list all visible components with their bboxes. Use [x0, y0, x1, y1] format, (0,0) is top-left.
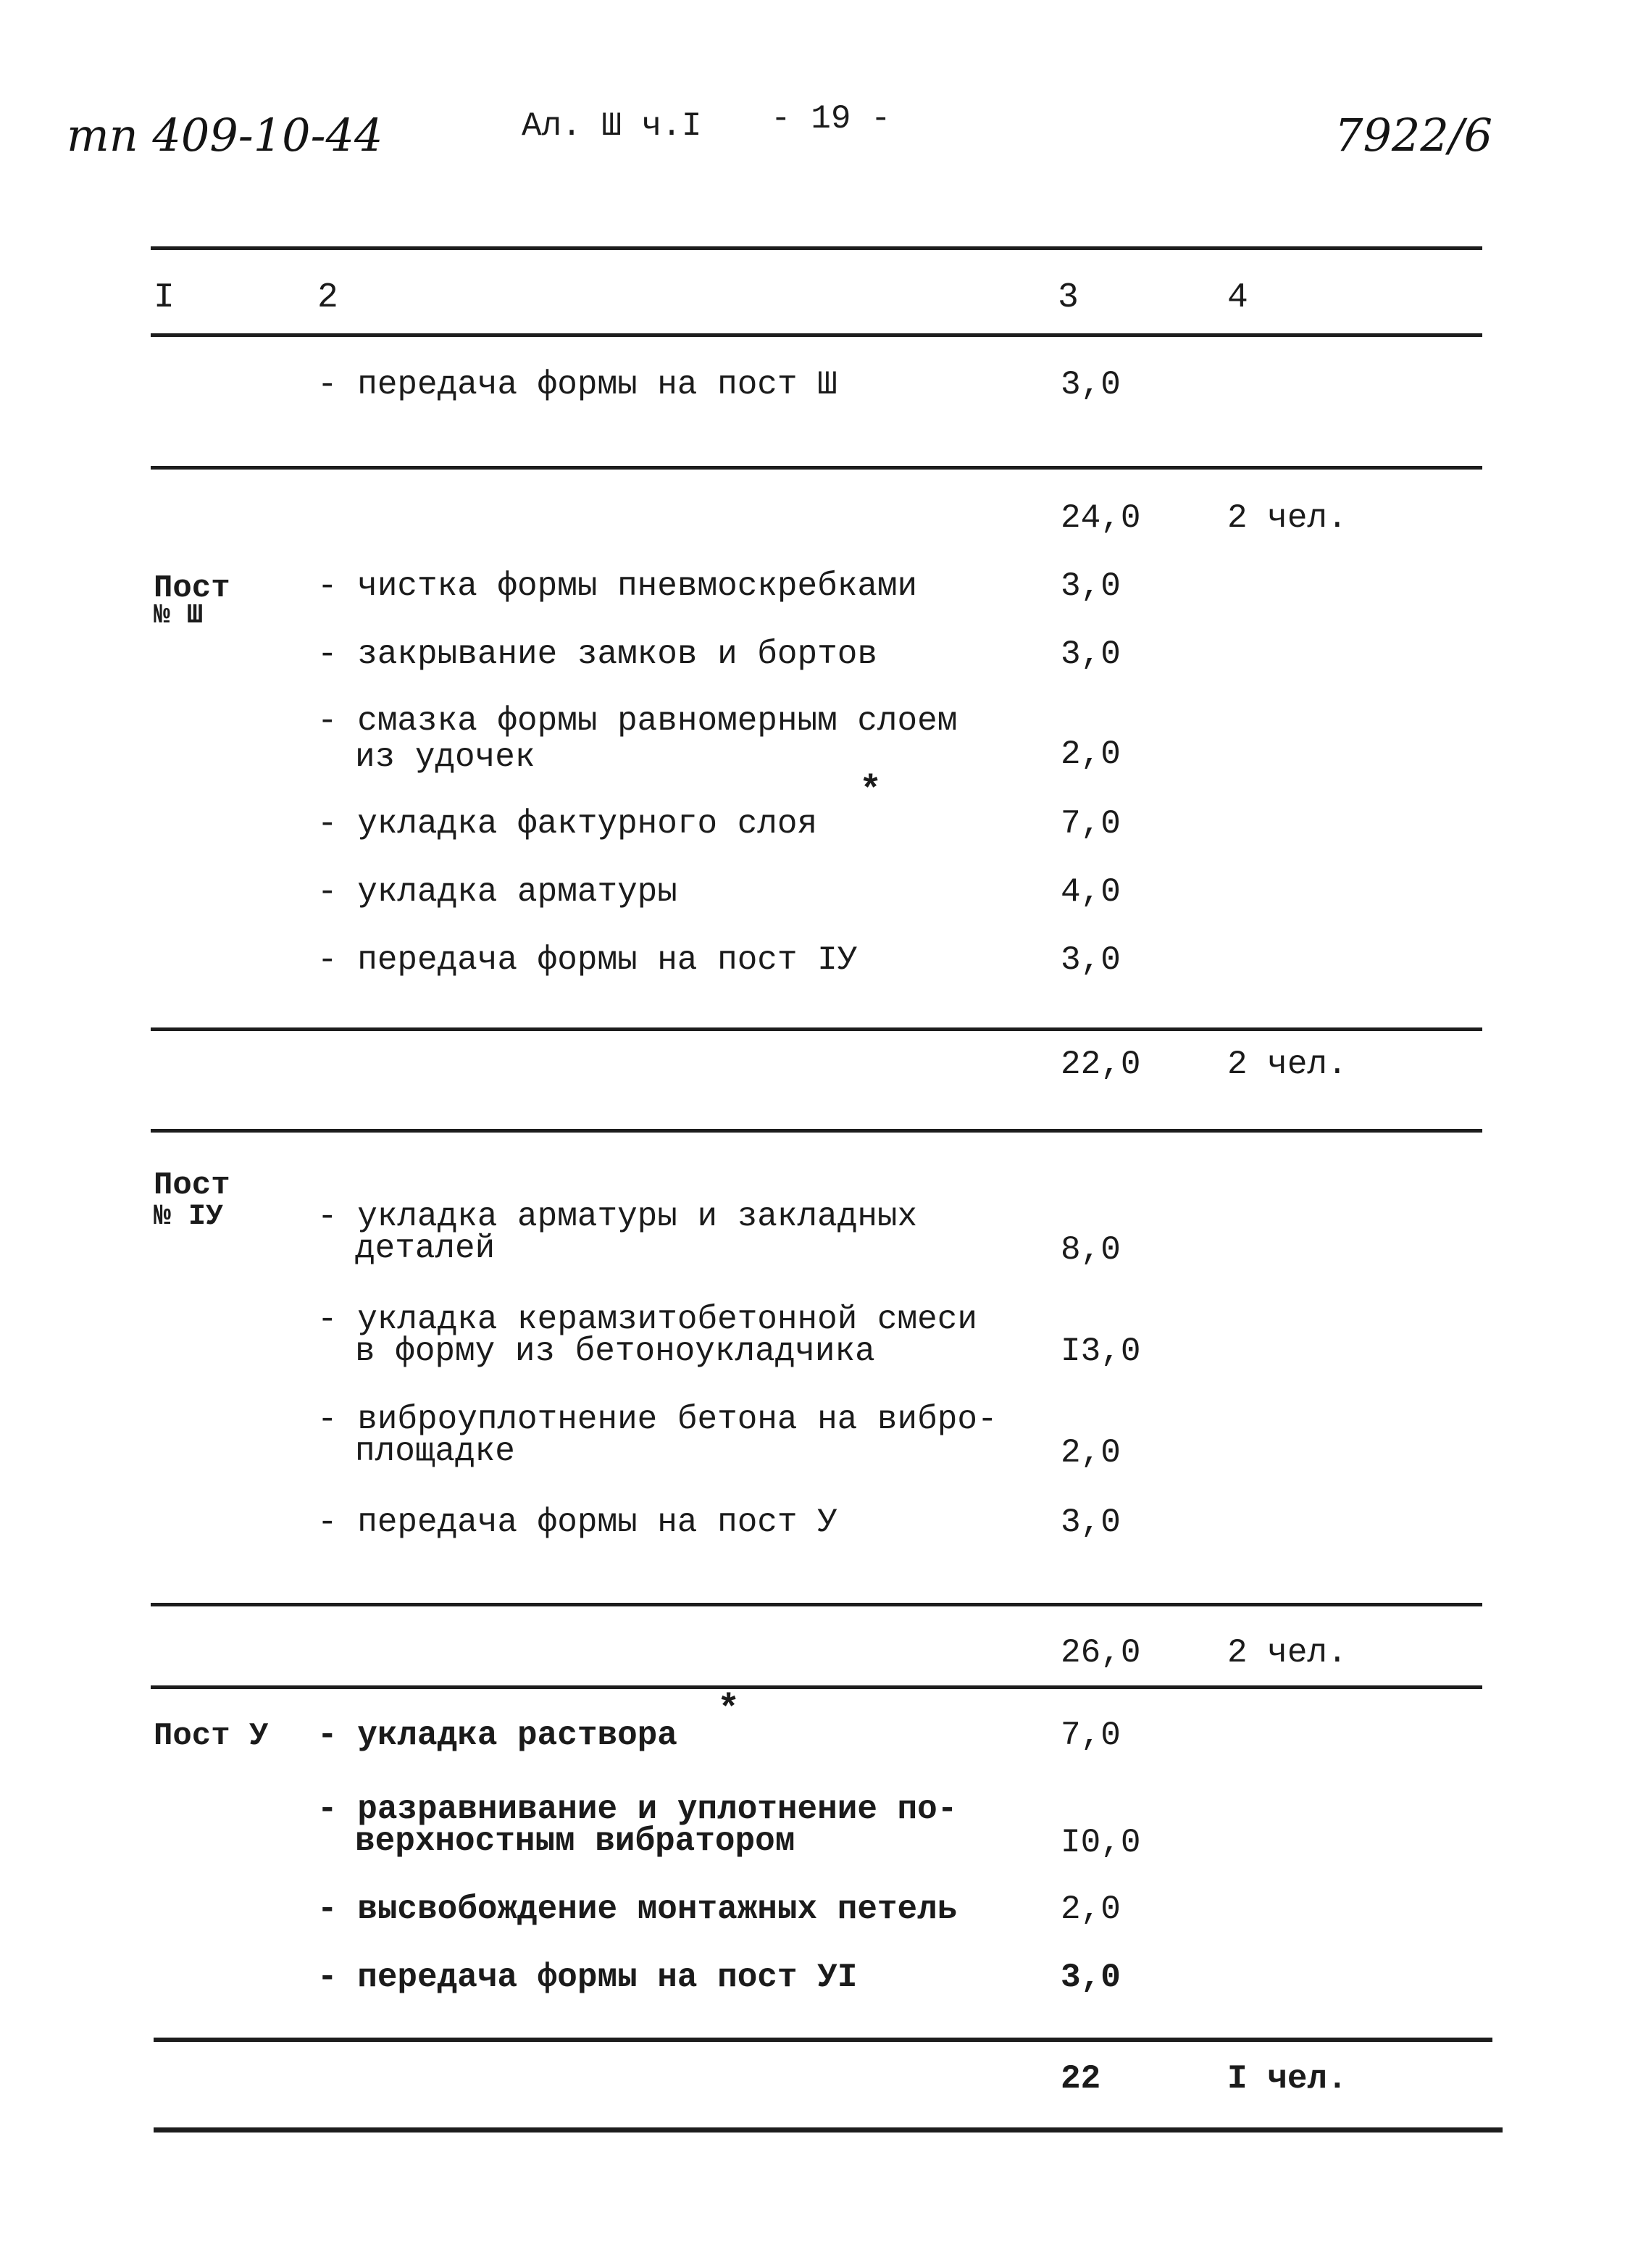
- operation-text-continuation: в форму из бетоноукладчика: [355, 1333, 875, 1370]
- operation-text: - смазка формы равномерным слоем: [317, 702, 958, 740]
- group-total-value: 22,0: [1061, 1046, 1141, 1083]
- album-label: Ал. Ш ч.I: [522, 107, 702, 145]
- column-header-4: 4: [1227, 278, 1248, 317]
- column-header-1: I: [154, 278, 175, 317]
- station-number: № Ш: [154, 600, 204, 631]
- group-total-people: 2 чел.: [1227, 499, 1348, 537]
- operation-value: 2,0: [1061, 1890, 1121, 1928]
- station-number: № IУ: [154, 1201, 224, 1233]
- operation-value: I3,0: [1061, 1333, 1141, 1370]
- operation-text: - чистка формы пневмоскребками: [317, 567, 918, 605]
- operation-value: 3,0: [1061, 1504, 1121, 1541]
- sheet-reference: 7922/6: [1334, 109, 1493, 162]
- operation-value: 8,0: [1061, 1231, 1121, 1269]
- operation-value: 3,0: [1061, 567, 1121, 605]
- operation-text: - закрывание замков и бортов: [317, 635, 877, 673]
- operation-text: - передача формы на пост Ш: [317, 366, 837, 404]
- group-total-value: 24,0: [1061, 499, 1141, 537]
- footnote-asterisk: *: [859, 770, 882, 812]
- operation-text: - укладка арматуры: [317, 873, 677, 911]
- operation-text: - укладка фактурного слоя: [317, 805, 818, 843]
- section-rule: [151, 1685, 1482, 1689]
- footnote-asterisk: *: [717, 1688, 740, 1731]
- operation-text-continuation: верхностным вибратором: [355, 1822, 795, 1860]
- document-code: тп 409-10-44: [67, 109, 383, 162]
- group-total-people: 2 чел.: [1227, 1046, 1348, 1083]
- station-label: Пост: [154, 1167, 230, 1204]
- operation-text: - виброуплотнение бетона на вибро-: [317, 1401, 998, 1438]
- operation-text: - укладка керамзитобетонной смеси: [317, 1301, 977, 1338]
- station-label: Пост У: [154, 1718, 269, 1754]
- station-label: Пост: [154, 570, 230, 606]
- operation-value: 3,0: [1061, 635, 1121, 673]
- operation-value: 2,0: [1061, 1434, 1121, 1472]
- operation-value: 3,0: [1061, 941, 1121, 979]
- operation-text: - укладка арматуры и закладных: [317, 1198, 918, 1235]
- column-header-2: 2: [317, 278, 338, 317]
- operation-value: 3,0: [1061, 366, 1121, 404]
- operation-value: 2,0: [1061, 735, 1121, 773]
- group-total-people: 2 чел.: [1227, 1634, 1348, 1672]
- section-rule: [151, 1603, 1482, 1606]
- operation-text-continuation: деталей: [355, 1230, 496, 1267]
- final-total-value: 22: [1061, 2060, 1101, 2098]
- final-total-people: I чел.: [1227, 2060, 1348, 2098]
- operation-text: - укладка раствора: [317, 1717, 677, 1754]
- operation-value: 4,0: [1061, 873, 1121, 911]
- page-number: - 19 -: [771, 100, 891, 138]
- operation-value: 7,0: [1061, 1717, 1121, 1754]
- operation-text: - передача формы на пост У: [317, 1504, 837, 1541]
- operation-value: 7,0: [1061, 805, 1121, 843]
- section-rule: [151, 1129, 1482, 1133]
- operation-text: - передача формы на пост УI: [317, 1959, 858, 1996]
- operation-text: - передача формы на пост IУ: [317, 941, 858, 979]
- table-bottom-rule: [154, 2127, 1503, 2132]
- column-header-3: 3: [1058, 278, 1079, 317]
- operation-value: 3,0: [1061, 1959, 1121, 1996]
- section-rule: [154, 2038, 1492, 2042]
- operation-text: - разравнивание и уплотнение по-: [317, 1790, 958, 1828]
- operation-text-continuation: площадке: [355, 1433, 515, 1470]
- operation-value: I0,0: [1061, 1824, 1141, 1861]
- operation-text: - высвобождение монтажных петель: [317, 1890, 958, 1928]
- group-total-value: 26,0: [1061, 1634, 1141, 1672]
- operation-text-continuation: из удочек: [355, 738, 535, 776]
